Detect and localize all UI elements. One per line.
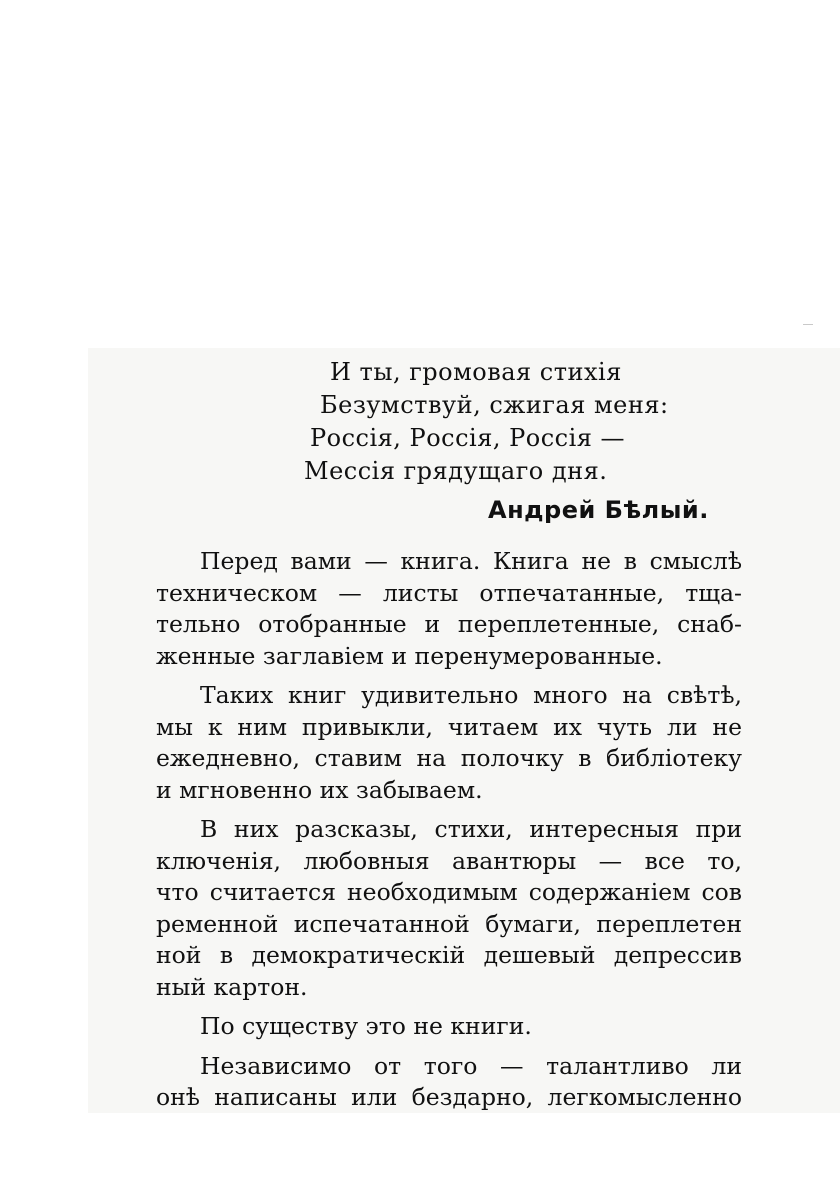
body-text — [156, 546, 742, 1122]
paragraph — [156, 1011, 742, 1043]
epigraph-line: И ты, громовая стихія — [330, 358, 622, 386]
text-line: По существу это не книги. — [200, 1012, 532, 1040]
text-line: ной в демократическій дешевый депрессив — [156, 941, 742, 969]
text-line: ежедневно, ставим на полочку в библіотеку — [156, 744, 742, 772]
text-line: онѣ написаны или бездарно, легкомысленно — [156, 1083, 742, 1111]
epigraph-author: Андрей Бѣлый. — [488, 496, 709, 524]
text-line: женные заглавіем и перенумерованные. — [156, 641, 663, 670]
text-line: В них разсказы, стихи, интересныя при — [200, 815, 742, 843]
text-line: что считается необходимым содержаніем сов — [156, 878, 742, 906]
text-line: техническом — листы отпечатанные, тща- — [156, 578, 742, 607]
text-line: ременной испечатанной бумаги, переплетен — [156, 909, 742, 938]
epigraph-line: Мессія грядущаго дня. — [304, 457, 608, 485]
text-line: мы к ним привыкли, читаем их чуть ли не — [156, 712, 742, 741]
text-line: Независимо от того — талантливо ли — [200, 1051, 742, 1080]
epigraph-line: Россія, Россія, Россія — — [310, 424, 626, 452]
text-line: ключенія, любовныя авантюры — все то, — [156, 846, 742, 875]
text-line: Таких книг удивительно много на свѣтѣ, — [200, 681, 742, 709]
text-line: Перед вами — книга. Книга не в смыслѣ — [200, 547, 742, 575]
text-line: ный картон. — [156, 972, 308, 1001]
epigraph-line: Безумствуй, сжигая меня: — [320, 391, 669, 419]
paragraph — [156, 1051, 742, 1114]
scan-edge-mark — [803, 324, 813, 325]
epigraph — [300, 356, 720, 488]
text-line: тельно отобранные и переплетенные, снаб- — [156, 610, 742, 638]
paragraph — [156, 814, 742, 1003]
paragraph — [156, 680, 742, 806]
text-line: и мгновенно их забываем. — [156, 775, 483, 804]
paragraph — [156, 546, 742, 672]
